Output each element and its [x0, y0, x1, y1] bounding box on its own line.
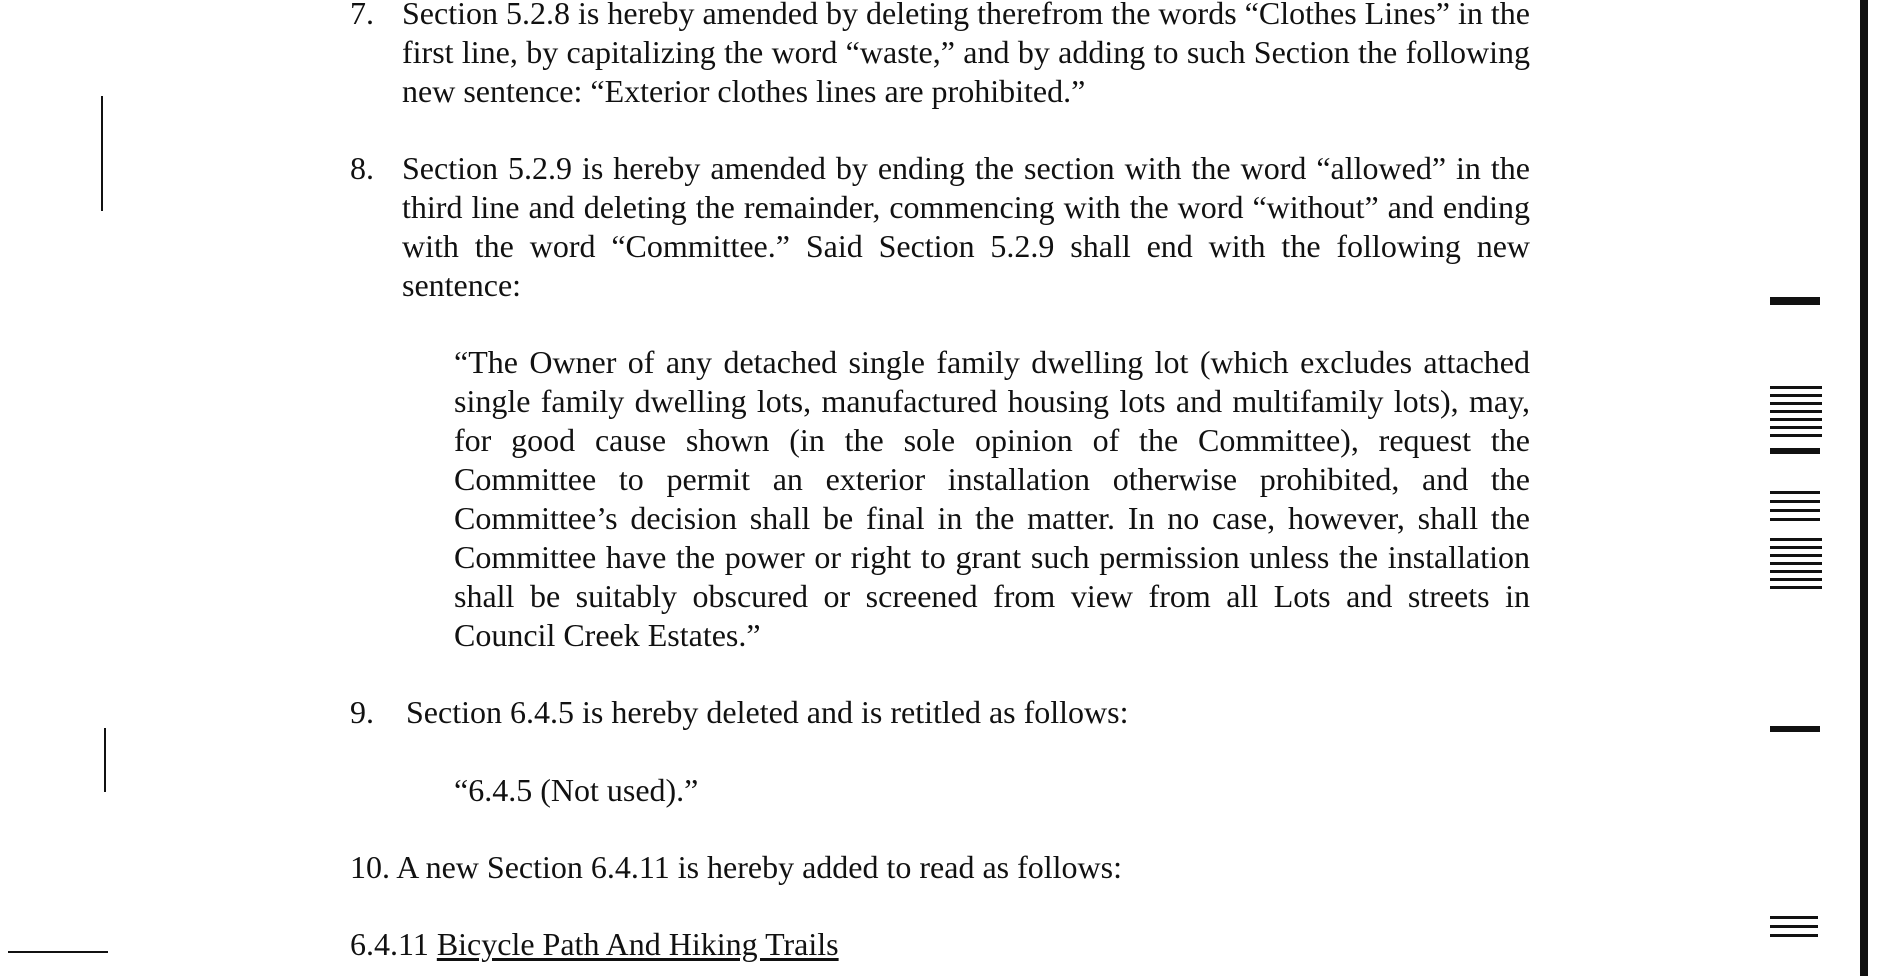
scanner-barcode-mark	[1770, 934, 1818, 937]
section-heading	[350, 925, 839, 964]
left-margin-mark	[101, 96, 103, 211]
item-text: Section 6.4.5 is hereby deleted and is retitled as follows:	[406, 694, 1129, 730]
scanner-barcode-mark	[1770, 386, 1822, 389]
scanner-barcode-mark	[1770, 578, 1822, 581]
quoted-sentence-block: “The Owner of any detached single family dwelling lot (which excludes attached single family dwelling lots, manufactured housing lots and multifamily lots), may, for good cause shown (in the sole opinion of the Committee), request the Committee to permit an exterior installation otherwise prohibited, and the Committee’s decision shall be final in the matter. In no case, however, shall the Committee have the power or right to grant such permission unless the installation shall be suitably obscured or screened from view from all Lots and streets in Council Creek Estates.”	[454, 344, 1530, 653]
scanner-barcode-mark	[1770, 586, 1822, 589]
scanner-barcode-mark	[1770, 546, 1822, 549]
scanner-barcode-mark	[1770, 410, 1822, 413]
item-text: Section 5.2.8 is hereby amended by deleting therefrom the words “Clothes Lines” in the first line, by capitalizing the word “waste,” and by adding to such Section the following new sentence: “Exterior clothes lines are prohibited.”	[402, 0, 1530, 109]
item-number: 9.	[350, 694, 374, 730]
not-used-quote: “6.4.5 (Not used).”	[454, 772, 699, 808]
scanner-barcode-mark	[1770, 491, 1820, 494]
scanner-barcode-mark	[1770, 570, 1822, 573]
list-item-8	[350, 149, 1530, 305]
scanner-barcode-mark	[1770, 402, 1822, 405]
left-margin-mark	[104, 728, 106, 792]
scanner-barcode-mark	[1770, 434, 1822, 437]
scanner-barcode-mark	[1770, 562, 1822, 565]
left-margin-mark	[8, 951, 108, 953]
scanner-barcode-mark	[1770, 726, 1820, 732]
scanner-barcode-mark	[1770, 426, 1822, 429]
scan-edge-line	[1860, 0, 1868, 976]
scanner-barcode-mark	[1770, 916, 1818, 919]
scanner-barcode-mark	[1770, 518, 1820, 521]
item-text: Section 5.2.9 is hereby amended by ending the section with the word “allowed” in the third line and deleting the remainder, commencing with the word “without” and ending with the word “Committee.” Said Section 5.2.9 shall end with the following new sentence:	[402, 150, 1530, 303]
list-item-10: 10. A new Section 6.4.11 is hereby added to read as follows:	[350, 849, 1122, 885]
scanner-barcode-mark	[1770, 448, 1820, 454]
scanner-barcode-mark	[1770, 297, 1820, 305]
list-item-9	[350, 693, 1530, 732]
scanner-barcode-mark	[1770, 554, 1822, 557]
scanner-barcode-mark	[1770, 394, 1822, 397]
scanner-barcode-mark	[1770, 418, 1822, 421]
scanner-barcode-mark	[1770, 509, 1820, 512]
section-heading-number: 6.4.11	[350, 926, 429, 962]
item-number: 8.	[350, 150, 374, 186]
section-heading-title: Bicycle Path And Hiking Trails	[436, 926, 839, 962]
scanner-barcode-mark	[1770, 925, 1818, 928]
item-number: 7.	[350, 0, 374, 31]
list-item-7	[350, 0, 1530, 111]
scanner-barcode-mark	[1770, 538, 1822, 541]
scanner-barcode-mark	[1770, 500, 1820, 503]
